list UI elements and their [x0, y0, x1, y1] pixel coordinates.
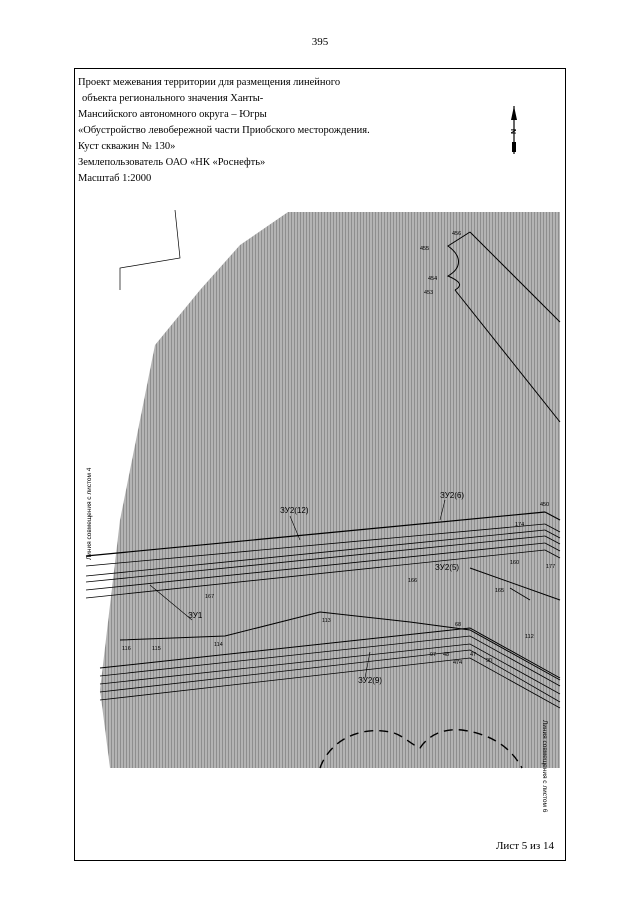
hatched-territory: [100, 212, 560, 768]
plot-label: ЗУ2(9): [358, 676, 383, 685]
scale-label: Масштаб 1:2000: [78, 173, 152, 184]
point-label: 115: [152, 646, 161, 652]
point-label: 450: [540, 502, 550, 508]
title-line-2: объекта регионального значения Ханты-: [82, 93, 264, 104]
point-label: 68: [455, 622, 462, 628]
page-number: 395: [311, 36, 329, 48]
point-label: 474: [453, 660, 463, 666]
title-line-6: Землепользователь ОАО «НК «Роснефть»: [78, 157, 266, 168]
plot-label: ЗУ1: [188, 611, 203, 620]
boundary-line-top-left: [120, 210, 180, 290]
point-label: 90: [486, 658, 493, 664]
point-label: 456: [452, 231, 462, 237]
point-label: 97: [430, 652, 437, 658]
point-label: 177: [546, 564, 556, 570]
title-line-5: Куст скважин № 130»: [78, 141, 176, 152]
match-line-label-left: Линия совмещения с листом 4: [86, 467, 93, 560]
sheet-label: Лист 5 из 14: [495, 840, 554, 852]
title-line-3: Мансийского автономного округа – Югры: [78, 109, 267, 120]
point-label: 453: [424, 290, 434, 296]
point-label: 174: [515, 522, 525, 528]
point-label: 167: [205, 594, 215, 600]
point-label: 47: [470, 652, 477, 658]
plot-label: ЗУ2(5): [435, 563, 460, 572]
north-label: N: [511, 128, 518, 134]
point-label: 455: [420, 246, 430, 252]
title-line-1: Проект межевания территории для размещения линейного: [78, 77, 341, 88]
title-line-4: «Обустройство левобережной части Приобского месторождения.: [78, 125, 370, 136]
point-label: 113: [322, 618, 331, 624]
plot-label: ЗУ2(6): [440, 491, 465, 500]
point-label: 160: [510, 560, 520, 566]
point-label: 166: [408, 578, 418, 584]
point-label: 165: [495, 588, 505, 594]
point-label: 114: [214, 642, 223, 648]
point-label: 454: [428, 276, 438, 282]
match-line-label-right: Линия совмещения с листом 6: [541, 720, 548, 813]
point-label: 112: [525, 634, 534, 640]
plot-label: ЗУ2(12): [280, 506, 309, 515]
point-label: 116: [122, 646, 131, 652]
point-label: 48: [443, 652, 450, 658]
